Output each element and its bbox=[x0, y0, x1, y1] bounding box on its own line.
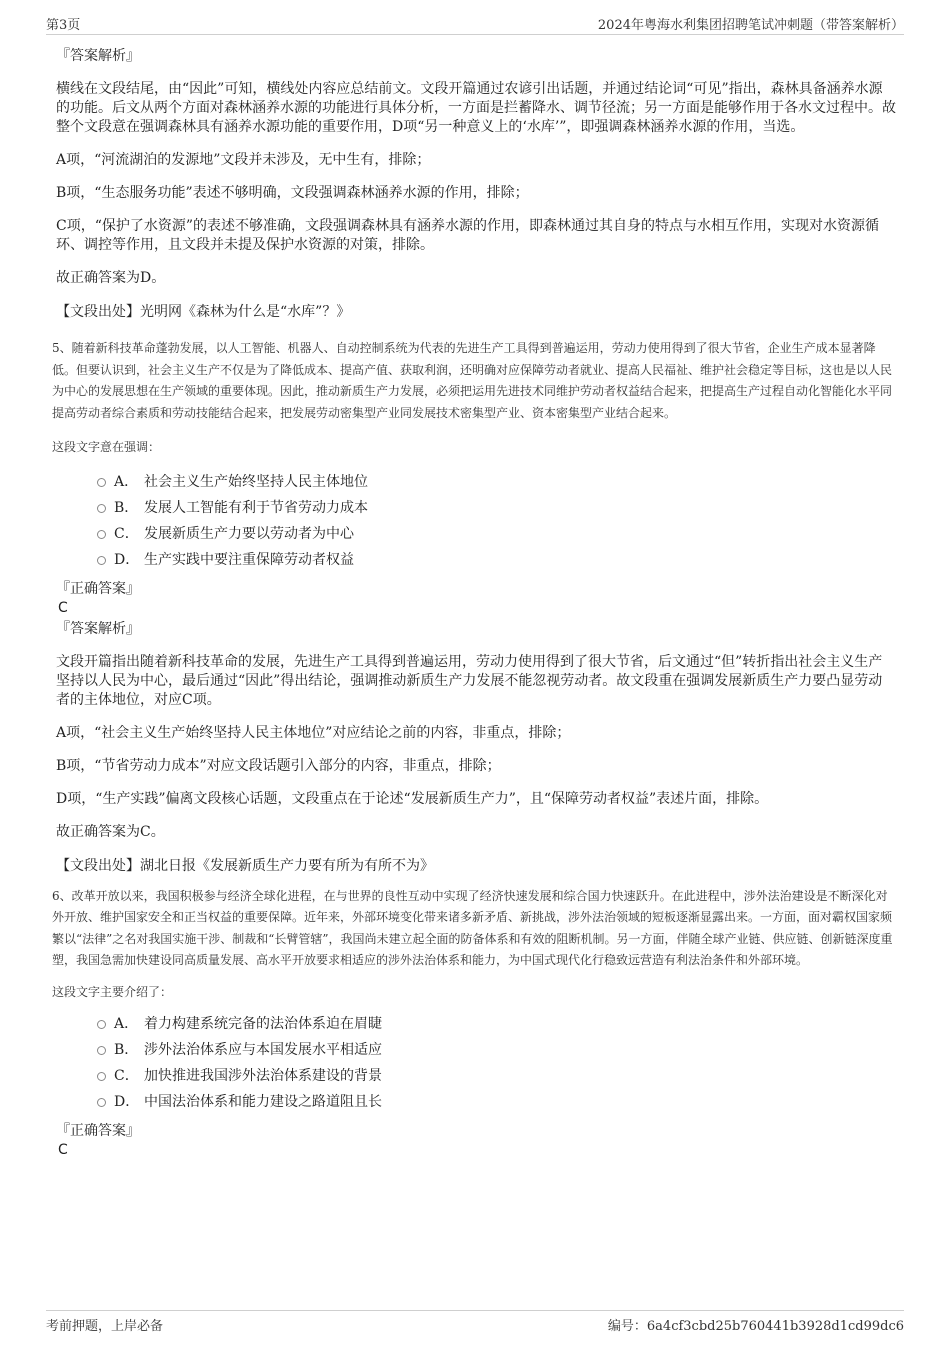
radio-icon[interactable] bbox=[97, 478, 106, 487]
document-title: 2024年粤海水利集团招聘笔试冲刺题（带答案解析） bbox=[597, 18, 904, 33]
radio-icon[interactable] bbox=[97, 1072, 106, 1081]
q6-correct-answer: C bbox=[58, 1142, 68, 1158]
q5-option-a[interactable]: A． 社会主义生产始终坚持人民主体地位 bbox=[56, 469, 896, 495]
q6-option-a[interactable]: A． 着力构建系统完备的法治体系迫在眉睫 bbox=[56, 1011, 896, 1037]
page-content bbox=[52, 44, 896, 1159]
q5-analysis-text: 文段开篇指出随着新科技革命的发展，先进生产工具得到普遍运用，劳动力使用得到了很大节省，后文通过“但”转折指出社会主义生产坚持以人民为中心，最后通过“因此”得出结论，强调推动新质生产力发展不能忽视劳动者。故文段重在强调发展新质生产力要凸显劳动者的主体地位，对应C项。 bbox=[56, 653, 883, 708]
q4-option-analysis-b: B项，“生态服务功能”表述不够明确，文段强调森林涵养水源的作用，排除； bbox=[56, 185, 529, 201]
q5-question-text: 5、随着新科技革命蓬勃发展，以人工智能、机器人、自动控制系统为代表的先进生产工具得到普遍运用，劳动力使用得到了很大节省，企业生产成本显著降低。但要认识到，社会主义生产不仅是为了降低成本、提高产值、获取利润，还明确对应保障劳动者就业、提高人民福祉、维护社会稳定等目标，这也是以人民为中心的发展思想在生产领域的重要体现。因此，推动新质生产力发展，必须把运用先进技术同维护劳动者权益结合起来，把提高生产过程自动化智能化水平同提高劳动者综合素质和劳动技能结合起来，把发展劳动密集型产业同发展技术密集型产业、资本密集型产业结合起来。 bbox=[52, 341, 893, 420]
q6-prompt: 这段文字主要介绍了： bbox=[52, 984, 173, 999]
q5-correct-label: 『正确答案』 bbox=[56, 580, 140, 597]
radio-icon[interactable] bbox=[97, 504, 106, 513]
q5-option-d[interactable]: D． 生产实践中要注重保障劳动者权益 bbox=[56, 547, 896, 573]
radio-icon[interactable] bbox=[97, 1020, 106, 1029]
q6-question-text: 6、改革开放以来，我国积极参与经济全球化进程，在与世界的良性互动中实现了经济快速发展和综合国力快速跃升。在此进程中，涉外法治建设是不断深化对外开放、维护国家安全和正当权益的重要保障。近年来，外部环境变化带来诸多新矛盾、新挑战，涉外法治领域的短板逐渐显露出来。一方面，面对霸权国家频繁以“法律”之名对我国实施干涉、制裁和“长臂管辖”，我国尚未建立起全面的防备体系和有效的阻断机制。另一方面，伴随全球产业链、供应链、创新链深度重塑，我国急需加快建设同高质量发展、高水平开放要求相适应的涉外法治体系和能力，为中国式现代化行稳致远营造有利法治条件和外部环境。 bbox=[52, 888, 893, 967]
q4-conclusion: 故正确答案为D。 bbox=[56, 270, 166, 286]
page-number: 第3页 bbox=[46, 18, 81, 33]
q5-option-analysis-a: A项，“社会主义生产始终坚持人民主体地位”对应结论之前的内容，非重点，排除； bbox=[56, 724, 571, 741]
q4-option-analysis-c: C项，“保护了水资源”的表述不够准确，文段强调森林具有涵养水源的作用，即森林通过其自身的特点与水相互作用，实现对水资源循环、调控等作用，且文段并未提及保护水资源的对策，排除。 bbox=[56, 218, 880, 253]
q5-option-analysis-b: B项，“节省劳动力成本”对应文段话题引入部分的内容，非重点，排除； bbox=[56, 757, 501, 774]
q5-prompt: 这段文字意在强调： bbox=[52, 440, 161, 454]
document-id: 编号：6a4cf3cbd25b760441b3928d1cd99dc6 bbox=[607, 1319, 904, 1334]
q5-conclusion: 故正确答案为C。 bbox=[56, 823, 165, 840]
q5-option-c[interactable]: C． 发展新质生产力要以劳动者为中心 bbox=[56, 521, 896, 547]
q6-option-c[interactable]: C． 加快推进我国涉外法治体系建设的背景 bbox=[56, 1063, 896, 1089]
q4-source: 【文段出处】光明网《森林为什么是“水库”？》 bbox=[56, 304, 351, 320]
q6-options bbox=[56, 1011, 896, 1115]
radio-icon[interactable] bbox=[97, 1046, 106, 1055]
q6-option-d[interactable]: D． 中国法治体系和能力建设之路道阻且长 bbox=[56, 1089, 896, 1115]
q5-correct-answer: C bbox=[58, 599, 68, 616]
q4-analysis-label: 『答案解析』 bbox=[56, 48, 140, 64]
radio-icon[interactable] bbox=[97, 556, 106, 565]
page-header bbox=[46, 14, 904, 35]
q6-correct-label: 『正确答案』 bbox=[56, 1123, 140, 1139]
q5-source: 【文段出处】湖北日报《发展新质生产力要有所为有所不为》 bbox=[56, 857, 434, 874]
q4-analysis-text: 横线在文段结尾，由“因此”可知，横线处内容应总结前文。文段开篇通过农谚引出话题，并通过结论词“可见”指出，森林具备涵养水源的功能。后文从两个方面对森林涵养水源的功能进行具体分析，一方面是拦蓄降水、调节径流；另一方面是能够作用于各水文过程中。故整个文段意在强调森林具有涵养水源功能的重要作用，D项“另一种意义上的‘水库’”，即强调森林涵养水源的作用，当选。 bbox=[56, 81, 896, 135]
page-footer bbox=[46, 1310, 904, 1334]
radio-icon[interactable] bbox=[97, 1098, 106, 1107]
q5-option-b[interactable]: B． 发展人工智能有利于节省劳动力成本 bbox=[56, 495, 896, 521]
radio-icon[interactable] bbox=[97, 530, 106, 539]
q6-option-b[interactable]: B． 涉外法治体系应与本国发展水平相适应 bbox=[56, 1037, 896, 1063]
q5-option-analysis-d: D项，“生产实践”偏离文段核心话题，文段重点在于论述“发展新质生产力”，且“保障劳动者权益”表述片面，排除。 bbox=[56, 790, 769, 807]
q5-analysis-label: 『答案解析』 bbox=[56, 620, 140, 637]
footer-slogan: 考前押题，上岸必备 bbox=[46, 1319, 164, 1334]
q5-options bbox=[56, 469, 896, 573]
q4-option-analysis-a: A项，“河流湖泊的发源地”文段并未涉及，无中生有，排除； bbox=[56, 152, 431, 168]
